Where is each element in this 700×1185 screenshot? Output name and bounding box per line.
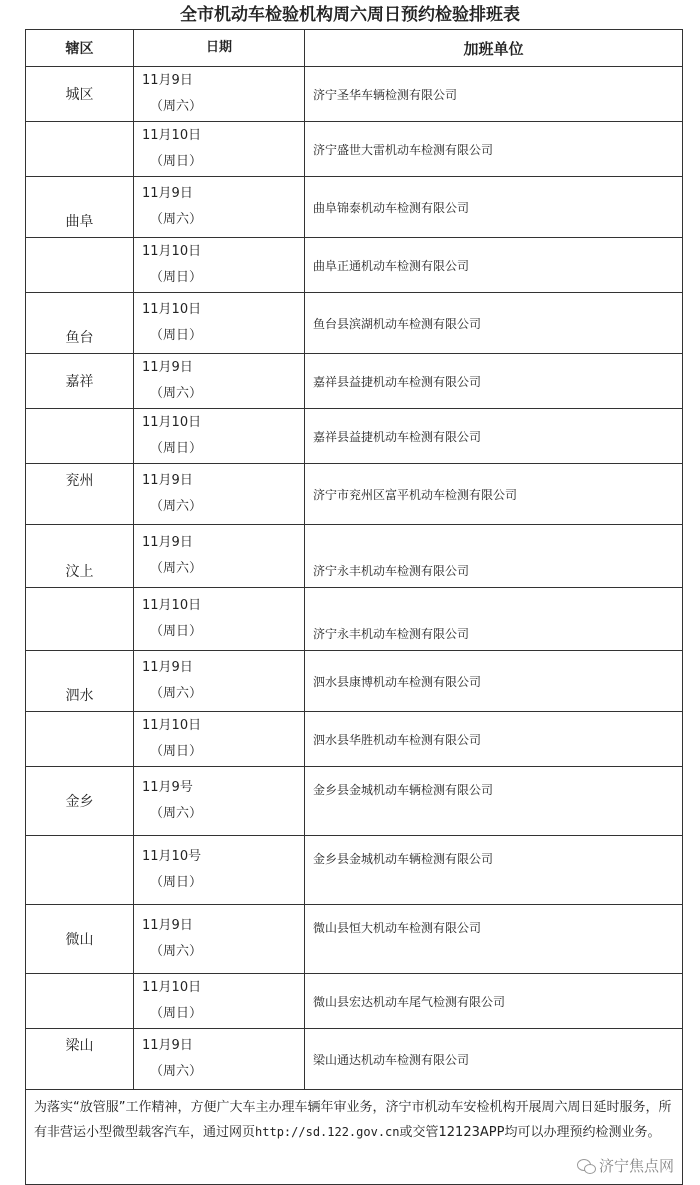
- district-cell: 嘉祥: [26, 354, 134, 409]
- date-cell: [134, 354, 305, 409]
- weekday-text: （周日）: [150, 154, 203, 169]
- date-text: 11月10号: [142, 849, 202, 864]
- header-unit: 加班单位: [305, 30, 683, 67]
- note-cell: [26, 1090, 683, 1185]
- header-date: 日期: [134, 30, 305, 67]
- weekday-text: （周六）: [150, 1064, 203, 1079]
- date-cell: [134, 1029, 305, 1090]
- date-text: 11月10日: [142, 415, 202, 430]
- date-cell: [134, 177, 305, 238]
- date-text: 11月9日: [142, 535, 193, 550]
- weekday-text: （周日）: [150, 328, 203, 343]
- date-cell: [134, 905, 305, 974]
- weekday-text: （周日）: [150, 270, 203, 285]
- table-row: [26, 238, 683, 293]
- table-row: [26, 974, 683, 1029]
- weekday-text: （周六）: [150, 212, 203, 227]
- date-text: 11月9日: [142, 660, 193, 675]
- page-title: 全市机动车检验机构周六周日预约检验排班表: [180, 5, 520, 25]
- weekday-text: （周日）: [150, 875, 203, 890]
- date-text: 11月9日: [142, 360, 193, 375]
- date-cell: [134, 67, 305, 122]
- unit-cell: 济宁永丰机动车检测有限公司: [305, 525, 683, 588]
- date-text: 11月10日: [142, 244, 202, 259]
- unit-cell: 金乡县金城机动车辆检测有限公司: [305, 767, 683, 836]
- date-cell: [134, 525, 305, 588]
- weekday-text: （周日）: [150, 441, 203, 456]
- unit-cell: 嘉祥县益捷机动车检测有限公司: [305, 354, 683, 409]
- unit-cell: 梁山通达机动车检测有限公司: [305, 1029, 683, 1090]
- date-cell: [134, 293, 305, 354]
- unit-cell: 济宁市兖州区富平机动车检测有限公司: [305, 464, 683, 525]
- table-row: [26, 464, 683, 525]
- unit-cell: 微山县宏达机动车尾气检测有限公司: [305, 974, 683, 1029]
- table-header-row: [26, 30, 683, 67]
- unit-cell: 泗水县康博机动车检测有限公司: [305, 651, 683, 712]
- date-text: 11月9日: [142, 473, 193, 488]
- unit-cell: 济宁盛世大雷机动车检测有限公司: [305, 122, 683, 177]
- weekday-text: （周六）: [150, 499, 203, 514]
- weekday-text: （周六）: [150, 99, 203, 114]
- note-row: [26, 1090, 683, 1185]
- unit-cell: 嘉祥县益捷机动车检测有限公司: [305, 409, 683, 464]
- note-text: 为落实“放管服”工作精神，方便广大车主办理车辆年审业务，济宁市机动车安检机构开展周六周日延时服务，所有非营运小型微型载客汽车，通过网页: [34, 1100, 672, 1140]
- table-row: [26, 905, 683, 974]
- weekday-text: （周六）: [150, 561, 203, 576]
- table-row: [26, 409, 683, 464]
- table-row: [26, 293, 683, 354]
- date-cell: [134, 712, 305, 767]
- unit-cell: 泗水县华胜机动车检测有限公司: [305, 712, 683, 767]
- unit-cell: 曲阜锦泰机动车检测有限公司: [305, 177, 683, 238]
- district-cell: [26, 409, 134, 464]
- table-row: [26, 122, 683, 177]
- weekday-text: （周日）: [150, 744, 203, 759]
- date-text: 11月9日: [142, 73, 193, 88]
- district-cell: 微山: [26, 905, 134, 974]
- district-cell: 曲阜: [26, 177, 134, 238]
- district-cell: [26, 588, 134, 651]
- date-text: 11月10日: [142, 598, 202, 613]
- unit-cell: 微山县恒大机动车检测有限公司: [305, 905, 683, 974]
- date-text: 11月9日: [142, 1038, 193, 1053]
- table-row: [26, 67, 683, 122]
- weekday-text: （周日）: [150, 1006, 203, 1021]
- district-cell: 鱼台: [26, 293, 134, 354]
- unit-cell: 曲阜正通机动车检测有限公司: [305, 238, 683, 293]
- district-cell: 梁山: [26, 1029, 134, 1090]
- table-row: [26, 836, 683, 905]
- weekday-text: （周六）: [150, 806, 203, 821]
- date-cell: [134, 651, 305, 712]
- table-row: [26, 651, 683, 712]
- district-cell: 汶上: [26, 525, 134, 588]
- watermark-label: 济宁焦点网: [598, 1157, 674, 1175]
- weekday-text: （周六）: [150, 944, 203, 959]
- weekday-text: （周六）: [150, 686, 203, 701]
- date-cell: [134, 122, 305, 177]
- date-cell: [134, 974, 305, 1029]
- date-cell: [134, 588, 305, 651]
- schedule-table: [25, 29, 683, 1185]
- table-row: [26, 712, 683, 767]
- date-text: 11月10日: [142, 128, 202, 143]
- district-cell: 兖州: [26, 464, 134, 525]
- table-row: [26, 177, 683, 238]
- unit-cell: 金乡县金城机动车辆检测有限公司: [305, 836, 683, 905]
- date-cell: [134, 836, 305, 905]
- date-text: 11月10日: [142, 980, 202, 995]
- date-cell: [134, 238, 305, 293]
- unit-cell: 济宁永丰机动车检测有限公司: [305, 588, 683, 651]
- date-cell: [134, 409, 305, 464]
- date-text: 11月10日: [142, 302, 202, 317]
- date-text: 11月9号: [142, 780, 193, 795]
- date-text: 11月9日: [142, 918, 193, 933]
- table-row: [26, 1029, 683, 1090]
- date-cell: [134, 767, 305, 836]
- district-cell: [26, 122, 134, 177]
- note-url-link[interactable]: http://sd.122.gov.cn: [255, 1125, 400, 1139]
- wechat-icon: [577, 1159, 595, 1173]
- unit-cell: 鱼台县滨湖机动车检测有限公司: [305, 293, 683, 354]
- weekday-text: （周日）: [150, 624, 203, 639]
- district-cell: [26, 836, 134, 905]
- table-row: [26, 767, 683, 836]
- unit-cell: 济宁圣华车辆检测有限公司: [305, 67, 683, 122]
- table-row: [26, 525, 683, 588]
- district-cell: 金乡: [26, 767, 134, 836]
- watermark: [573, 1154, 674, 1178]
- date-text: 11月10日: [142, 718, 202, 733]
- district-cell: 城区: [26, 67, 134, 122]
- table-row: [26, 588, 683, 651]
- header-district: 辖区: [26, 30, 134, 67]
- district-cell: 泗水: [26, 651, 134, 712]
- district-cell: [26, 238, 134, 293]
- note-text-end: 或交管12123APP均可以办理预约检测业务。: [399, 1125, 661, 1140]
- weekday-text: （周六）: [150, 386, 203, 401]
- date-cell: [134, 464, 305, 525]
- district-cell: [26, 974, 134, 1029]
- date-text: 11月9日: [142, 186, 193, 201]
- table-row: [26, 354, 683, 409]
- district-cell: [26, 712, 134, 767]
